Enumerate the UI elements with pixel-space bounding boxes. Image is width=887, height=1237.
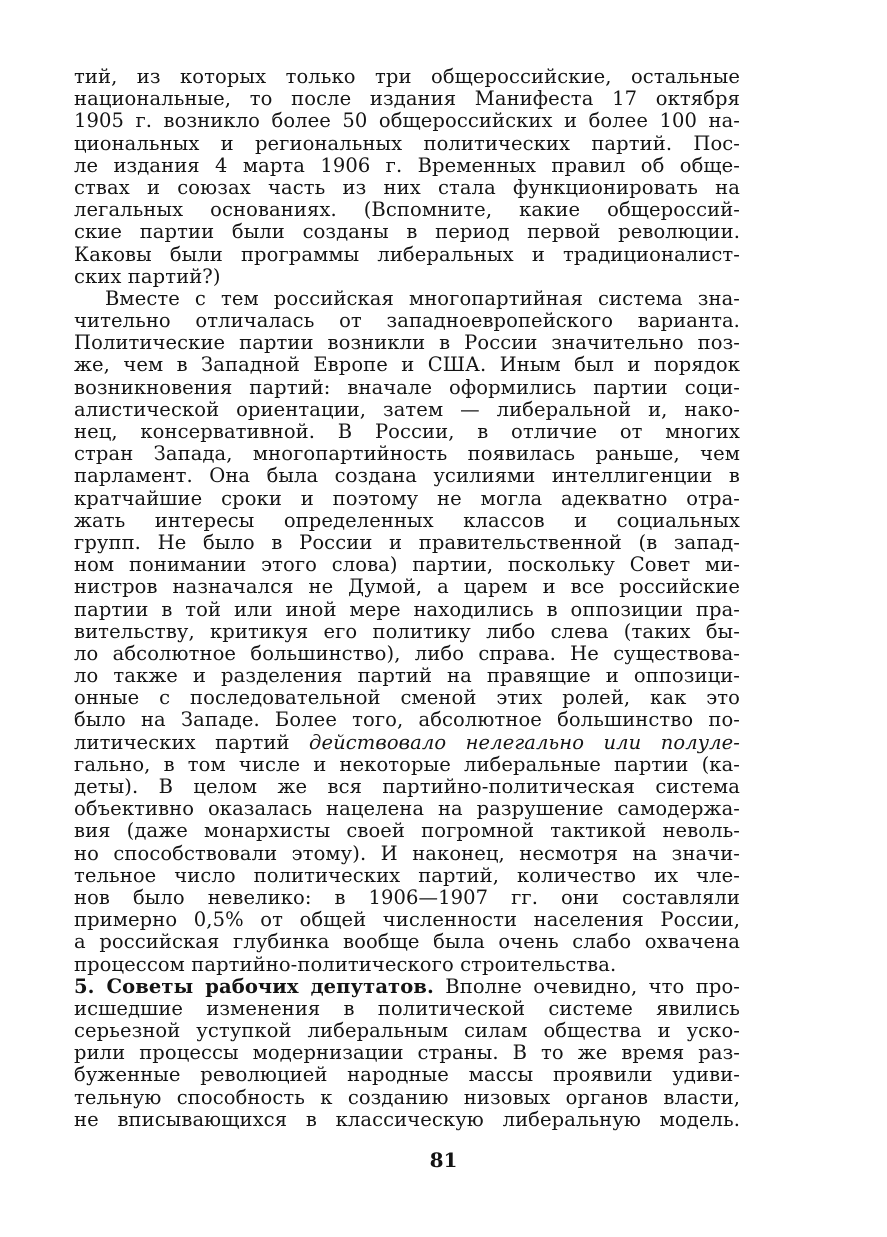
section-heading: 5. Советы рабочих депутатов. — [74, 974, 434, 998]
text-line: но способствовали этому). И наконец, несмотря на значи- — [74, 841, 740, 865]
text-line: циональных и региональных политических партий. Пос- — [74, 131, 740, 155]
text-line: чительно отличалась от западноевропейского варианта. — [74, 309, 740, 333]
text-line: ствах и союзах часть из них стала функционировать на — [74, 175, 740, 199]
text-line: стран Запада, многопартийность появилась раньше, чем — [74, 442, 740, 466]
text-line: возникновения партий: вначале оформились партии соци- — [74, 375, 740, 399]
text-line: Политические партии возникли в России значительно поз- — [74, 331, 740, 355]
text-line: ских партий?) — [74, 264, 221, 288]
text-line: национальные, то после издания Манифеста 17 октября — [74, 87, 740, 111]
text-line: алистической ориентации, затем — либеральной и, нако- — [74, 397, 740, 421]
text-line: вительству, критикуя его политику либо слева (таких бы- — [74, 619, 740, 643]
page-body — [74, 66, 740, 1131]
text-line: процессом партийно-политического строительства. — [74, 952, 617, 976]
text-line: было на Западе. Более того, абсолютное большинство по- — [74, 708, 740, 732]
text-line: нец, консервативной. В России, в отличие от многих — [74, 420, 740, 443]
text-line: ские партии были созданы в период первой революции. — [74, 220, 740, 244]
text-line: ном понимании этого слова) партии, поскольку Совет ми- — [74, 553, 740, 577]
text-line: жать интересы определенных классов и социальных — [74, 508, 740, 532]
text-line-with-italic — [74, 732, 740, 754]
section-heading-line — [74, 976, 740, 998]
text-line: онные с последовательной сменой этих ролей, как это — [74, 686, 740, 710]
text-line: исшедшие изменения в политической системе явились — [74, 996, 740, 1020]
text-line: объективно оказалась нацелена на разрушение самодержа- — [74, 797, 740, 821]
text-line: не вписывающихся в классическую либеральную модель. — [74, 1107, 740, 1131]
text-segment: Вполне очевидно, что про- — [433, 974, 740, 998]
text-line: ло абсолютное большинство), либо справа. Не существова- — [74, 641, 740, 665]
text-line: легальных основаниях. (Вспомните, какие общероссий- — [74, 198, 740, 222]
text-line: примерно 0,5% от общей численности населения России, — [74, 908, 740, 932]
text-line: тельное число политических партий, количество их чле- — [74, 863, 740, 887]
text-line: групп. Не было в России и правительственной (в запад- — [74, 530, 740, 554]
text-line: тий, из которых только три общероссийские, остальные — [74, 65, 740, 88]
text-line: деты). В целом же вся партийно-политическая система — [74, 775, 740, 798]
text-line: же, чем в Западной Европе и США. Иным был и порядок — [74, 353, 740, 377]
text-line: вия (даже монархисты своей погромной тактикой неволь- — [74, 819, 740, 843]
text-line: парламент. Она была создана усилиями интеллигенции в — [74, 464, 740, 488]
text-line: партии в той или иной мере находились в оппозиции пра- — [74, 597, 740, 621]
text-line: буженные революцией народные массы проявили удиви- — [74, 1063, 740, 1087]
text-line: рили процессы модернизации страны. В то же время раз- — [74, 1041, 740, 1065]
text-line: ле издания 4 марта 1906 г. Временных правил об обще- — [74, 153, 740, 177]
text-line: нистров назначался не Думой, а царем и все российские — [74, 575, 740, 599]
text-line: Каковы были программы либеральных и традиционалист- — [74, 242, 740, 266]
paragraph-2 — [74, 288, 740, 976]
text-line: ло также и разделения партий на правящие и оппозици- — [74, 664, 740, 688]
text-line: гально, в том числе и некоторые либеральные партии (ка- — [74, 752, 740, 776]
italic-emphasis: действовало нелегально или полуле- — [309, 730, 740, 754]
text-line: Вместе с тем российская многопартийная система зна- — [105, 286, 740, 310]
text-segment: литических партий — [74, 730, 310, 754]
text-line: 1905 г. возникло более 50 общероссийских и более 100 на- — [74, 109, 740, 133]
text-line: нов было невелико: в 1906—1907 гг. они составляли — [74, 885, 740, 909]
text-line: серьезной уступкой либеральным силам общества и уско- — [74, 1019, 740, 1043]
page-number: 81 — [429, 1148, 458, 1172]
text-line: кратчайшие сроки и поэтому не могла адекватно отра- — [74, 486, 740, 510]
text-line: а российская глубинка вообще была очень слабо охвачена — [74, 930, 740, 954]
section-5 — [74, 976, 740, 1131]
paragraph-1 — [74, 66, 740, 288]
text-line: тельную способность к созданию низовых органов власти, — [74, 1085, 740, 1109]
